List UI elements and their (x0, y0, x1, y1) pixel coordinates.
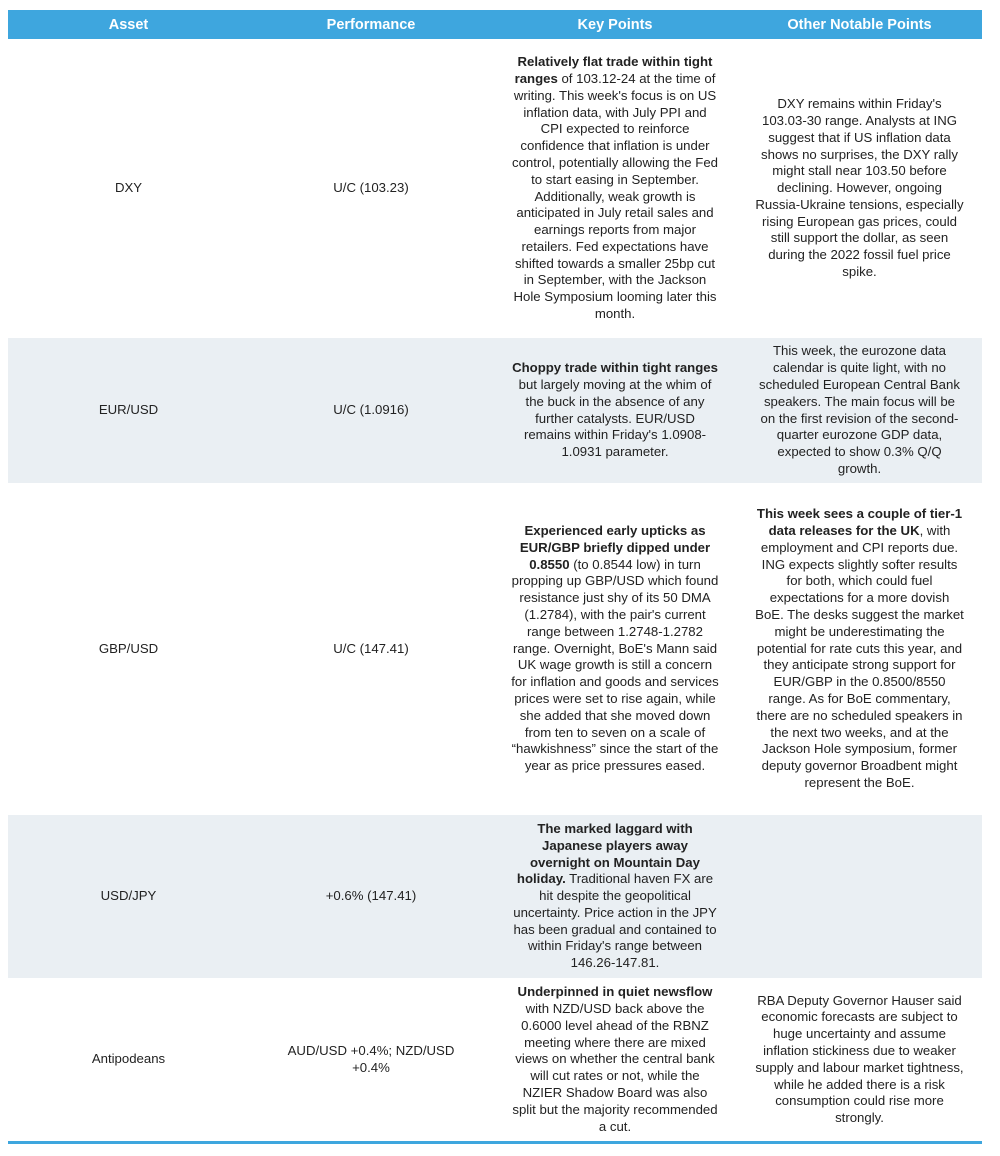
other-points-cell (737, 815, 982, 979)
other-points-cell (737, 40, 982, 338)
header-asset: Asset (8, 10, 249, 40)
fx-summary-table (8, 10, 982, 1141)
key-points-cell (493, 979, 737, 1141)
performance-cell: +0.6% (147.41) (249, 815, 493, 979)
key-points-highlight: Experienced early upticks as EUR/GBP briefly dipped under 0.8550 (519, 523, 711, 572)
key-points-highlight: Choppy trade within tight ranges (512, 360, 718, 376)
table-bottom-rule (8, 1141, 982, 1144)
asset-cell: DXY (8, 40, 249, 338)
key-points-cell (493, 338, 737, 484)
key-points-highlight: Relatively flat trade within tight ranges (514, 54, 713, 86)
other-points-text: RBA Deputy Governor Hauser said economic forecasts are subject to huge uncertainty and assume inflation stickiness due to weaker supply and labour market tightness, while he added there is a risk consumption could rise more strongly. (755, 992, 964, 1126)
key-points-text: Traditional haven FX are hit despite the geopolitical uncertainty. Price action in the JPY has been gradual and contained to within Friday's range between 146.26-147.81. (513, 871, 717, 971)
key-points-cell (493, 815, 737, 979)
table-row-dxy (8, 40, 982, 338)
table-row-usdjpy (8, 815, 982, 979)
key-points-highlight: Underpinned in quiet newsflow (517, 984, 713, 1000)
key-points-text: but largely moving at the whim of the buck in the absence of any further catalysts. EUR/USD remains within Friday's 1.0908-1.0931 parameter. (518, 376, 712, 460)
performance-cell: AUD/USD +0.4%; NZD/USD +0.4% (249, 979, 493, 1141)
asset-cell: Antipodeans (8, 979, 249, 1141)
header-key-points: Key Points (493, 10, 737, 40)
other-points-cell (737, 979, 982, 1141)
key-points-text: (to 0.8544 low) in turn propping up GBP/USD which found resistance just shy of its 50 DMA (1.2784), with the pair's current range between 1.2748-1.2782 range. Overnight, BoE's Mann said UK wage growth is still a concern for inflation and goods and services prices were set to rise again, while she added that she moved down from ten to seven on a scale of “hawkishness” since the start of the year as price pressures eased. (511, 556, 719, 774)
performance-cell: U/C (103.23) (249, 40, 493, 338)
asset-cell: EUR/USD (8, 338, 249, 484)
header-row (8, 10, 982, 40)
other-points-text: , with employment and CPI reports due. ING expects slightly softer results for both, which could fuel expectations for a more dovish BoE. The desks suggest the market might be underestimating the potential for rate cuts this year, and they anticipate strong support for EUR/GBP in the 0.8500/8550 range. As for BoE commentary, there are no scheduled speakers in the next two weeks, and at the Jackson Hole symposium, former deputy governor Broadbent might represent the BoE. (755, 523, 964, 790)
asset-cell: USD/JPY (8, 815, 249, 979)
key-points-highlight: The marked laggard with Japanese players away overnight on Mountain Day holiday. (516, 820, 700, 887)
other-points-cell (737, 484, 982, 815)
other-points-cell (737, 338, 982, 484)
table-row-eurusd (8, 338, 982, 484)
other-points-highlight: This week sees a couple of tier-1 data releases for the UK (756, 506, 963, 539)
header-performance: Performance (249, 10, 493, 40)
key-points-cell (493, 40, 737, 338)
key-points-text: of 103.12-24 at the time of writing. This week's focus is on US inflation data, with July PPI and CPI expected to reinforce confidence that inflation is under control, potentially allowing the Fed to start easing in September. Additionally, weak growth is anticipated in July retail sales and earnings reports from major retailers. Fed expectations have shifted towards a smaller 25bp cut in September, with the Jackson Hole Symposium looming later this month. (512, 70, 718, 322)
table-row-antipodeans (8, 979, 982, 1141)
header-other-notable-points: Other Notable Points (737, 10, 982, 40)
other-points-text: DXY remains within Friday's 103.03-30 range. Analysts at ING suggest that if US inflation data shows no surprises, the DXY rally might stall near 103.50 before declining. However, ongoing Russia-Ukraine tensions, especially rising European gas prices, could still support the dollar, as seen during the 2022 fossil fuel price spike. (755, 96, 964, 280)
key-points-text: with NZD/USD back above the 0.6000 level ahead of the RBNZ meeting where there are mixed views on whether the central bank will cut rates or not, while the NZIER Shadow Board was also split but the majority recommended a cut. (512, 1000, 718, 1134)
performance-cell: U/C (147.41) (249, 484, 493, 815)
other-points-text: This week, the eurozone data calendar is quite light, with no scheduled European Central Bank speakers. The main focus will be on the first revision of the second-quarter eurozone GDP data, expected to show 0.3% Q/Q growth. (759, 343, 960, 476)
performance-cell: U/C (1.0916) (249, 338, 493, 484)
fx-summary-table-container (8, 10, 982, 1144)
asset-cell: GBP/USD (8, 484, 249, 815)
key-points-cell (493, 484, 737, 815)
table-row-gbpusd (8, 484, 982, 815)
